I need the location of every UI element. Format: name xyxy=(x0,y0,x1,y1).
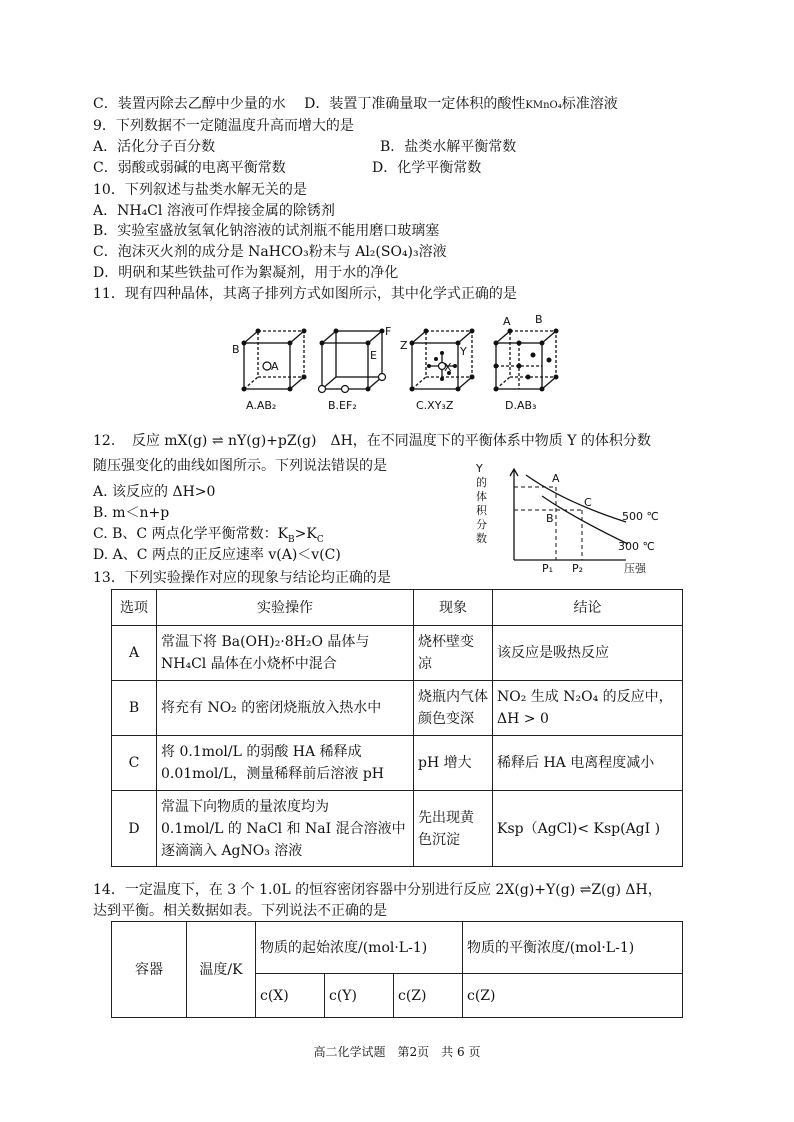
q12-option-a: A. 该反应的 ΔH>0 xyxy=(93,484,216,500)
table-row: C 将 0.1mol/L 的弱酸 HA 稀释成 0.01mol/L，测量稀释前后溶液 pH pH 增大 稀释后 HA 电离程度减小 xyxy=(112,736,683,791)
graph-curve-500: 500 ℃ xyxy=(622,510,659,523)
q10-option-d: D．明矾和某些铁盐可作为絮凝剂，用于水的净化 xyxy=(93,265,399,281)
crystal-structures-figure xyxy=(230,315,580,415)
graph-ylabel-4: 积 xyxy=(476,504,487,517)
question-14-line-1: 14．一定温度下，在 3 个 1.0L 的恒容密闭容器中分别进行反应 2X(g)+Y(g) ⇌Z(g) ΔH， xyxy=(93,882,662,898)
kmno4-formula: KMnO₄ xyxy=(525,100,562,111)
graph-p2: P₂ xyxy=(572,562,584,575)
question-10: 10．下列叙述与盐类水解无关的是 xyxy=(93,182,307,198)
q12-option-b: B. m＜n+p xyxy=(93,505,170,521)
graph-ylabel-1: Y xyxy=(476,462,483,475)
crystal-a-label-2: A xyxy=(271,360,279,373)
question-11: 11．现有四种晶体，其离子排列方式如图所示，其中化学式正确的是 xyxy=(93,286,517,302)
q12-option-c: C. B、C 两点化学平衡常数：$K_B>K_C$ xyxy=(93,526,324,545)
table-header-row: 容器 温度/K 物质的起始浓度/(mol·L-1) 物质的平衡浓度/(mol·L-1) xyxy=(112,922,683,974)
graph-xlabel: 压强 xyxy=(624,562,646,575)
graph-ylabel-6: 数 xyxy=(476,532,487,545)
graph-p1: P₁ xyxy=(542,562,554,575)
crystal-c-caption: C.XY₃Z xyxy=(416,399,454,412)
table-row: A 常温下将 Ba(OH)₂·8H₂O 晶体与 NH₄Cl 晶体在小烧杯中混合 烧杯壁变 凉 该反应是吸热反应 xyxy=(112,626,683,681)
crystal-c-label-2: Y xyxy=(460,345,467,358)
line-option-c-d: C．装置丙除去乙醇中少量的水 D．装置丁准确量取一定体积的酸性KMnO₄标准溶液 xyxy=(93,96,618,112)
crystal-b-label-1: F xyxy=(385,325,392,338)
q10-option-a: A．NH₄Cl 溶液可作焊接金属的除锈剂 xyxy=(93,203,335,219)
graph-ylabel-2: 的 xyxy=(476,476,487,489)
table-row: D 常温下向物质的量浓度均为 0.1mol/L 的 NaCl 和 NaI 混合溶液中 逐滴滴入 AgNO₃ 溶液 先出现黄 色沉淀 Ksp（AgCl)< Ksp(AgI ) xyxy=(112,791,683,867)
q9-option-b: B．盐类水解平衡常数 xyxy=(380,139,517,155)
graph-point-b: B xyxy=(546,512,554,525)
table-row: B 将充有 NO₂ 的密闭烧瓶放入热水中 烧瓶内气体 颜色变深 NO₂ 生成 N₂O₄ 的反应中， ΔH > 0 xyxy=(112,681,683,736)
question-12-line-2: 随压强变化的曲线如图所示。下列说法错误的是 xyxy=(93,458,387,474)
question-13: 13．下列实验操作对应的现象与结论均正确的是 xyxy=(93,570,391,586)
q10-option-b: B．实验室盛放氢氧化钠溶液的试剂瓶不能用磨口玻璃塞 xyxy=(93,223,440,239)
crystal-a-label-1: B xyxy=(232,343,240,356)
crystal-a-caption: A.AB₂ xyxy=(246,399,277,412)
q9-option-c: C．弱酸或弱碱的电离平衡常数 xyxy=(93,160,286,176)
pressure-volume-fraction-graph xyxy=(476,460,676,575)
table-q13 xyxy=(111,589,683,867)
table-row: c(X) c(Y) c(Z) c(Z) xyxy=(112,974,683,1018)
question-12-line-1: 12． 反应 mX(g) ⇌ nY(g)+pZ(g) ΔH，在不同温度下的平衡体系中物质 Y 的体积分数 xyxy=(93,433,651,449)
graph-ylabel-3: 体 xyxy=(476,490,487,503)
page-footer: 高二化学试题 第2页 共 6 页 xyxy=(313,1045,481,1059)
question-9: 9．下列数据不一定随温度升高而增大的是 xyxy=(93,118,354,134)
crystal-b-label-2: E xyxy=(370,349,377,362)
graph-point-a: A xyxy=(552,472,560,485)
crystal-c-label-3: X xyxy=(444,361,452,374)
table-header-row: 选项 实验操作 现象 结论 xyxy=(112,590,683,626)
graph-ylabel-5: 分 xyxy=(476,518,487,531)
graph-point-c: C xyxy=(584,496,592,509)
crystal-d-label-2: B xyxy=(535,315,543,326)
crystal-c-label-1: Z xyxy=(400,339,408,352)
question-14-line-2: 达到平衡。相关数据如表。下列说法不正确的是 xyxy=(93,903,387,919)
q9-option-d: D．化学平衡常数 xyxy=(372,160,482,176)
crystal-d-caption: D.AB₃ xyxy=(505,399,537,412)
crystal-b-caption: B.EF₂ xyxy=(328,399,357,412)
table-q14 xyxy=(111,921,683,1018)
q10-option-c: C．泡沫灭火剂的成分是 NaHCO₃粉末与 Al₂(SO₄)₃溶液 xyxy=(93,244,447,260)
graph-curve-300: 300 ℃ xyxy=(618,540,655,553)
crystal-d-label-1: A xyxy=(503,315,511,328)
q9-option-a: A．活化分子百分数 xyxy=(93,139,216,155)
q12-option-d: D. A、C 两点的正反应速率 v(A)＜v(C) xyxy=(93,547,341,563)
